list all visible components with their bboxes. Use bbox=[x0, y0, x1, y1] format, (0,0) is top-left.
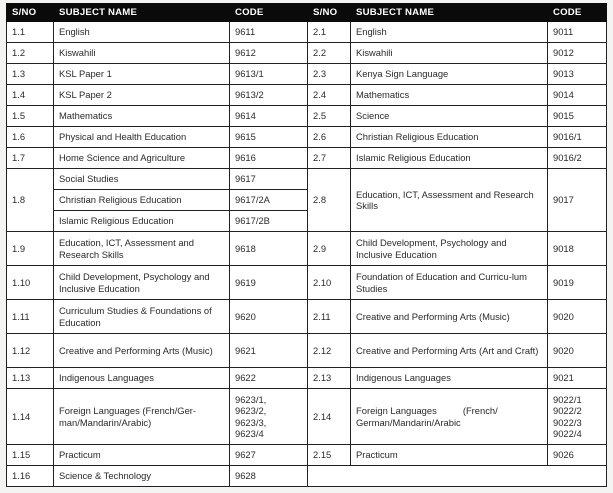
subject-cell: Indigenous Languages bbox=[54, 368, 230, 389]
subject-cell: English bbox=[351, 22, 548, 43]
code-cell bbox=[548, 389, 607, 445]
sno-cell: 2.14 bbox=[308, 389, 351, 445]
sno-cell: 2.7 bbox=[308, 148, 351, 169]
code-cell: 9617/2B bbox=[230, 211, 308, 232]
table-row bbox=[7, 368, 607, 389]
sno-cell: 1.1 bbox=[7, 22, 54, 43]
table-row bbox=[7, 300, 607, 334]
subject-cell: Mathematics bbox=[54, 106, 230, 127]
code-cell: 9617 bbox=[230, 169, 308, 190]
subject-cell: Social Studies bbox=[54, 169, 230, 190]
sno-cell: 2.1 bbox=[308, 22, 351, 43]
subject-cell: Home Science and Agriculture bbox=[54, 148, 230, 169]
sno-cell: 1.10 bbox=[7, 266, 54, 300]
sno-cell: 1.11 bbox=[7, 300, 54, 334]
code-cell: 9020 bbox=[548, 334, 607, 368]
sno-cell: 1.16 bbox=[7, 466, 54, 487]
subject-cell: Islamic Religious Education bbox=[54, 211, 230, 232]
sno-cell: 1.7 bbox=[7, 148, 54, 169]
subject-cell: Education, ICT, Assessment and Research Skills bbox=[351, 169, 548, 232]
subject-cell: Kenya Sign Language bbox=[351, 64, 548, 85]
subject-cell: Kiswahili bbox=[54, 43, 230, 64]
sno-cell: 1.3 bbox=[7, 64, 54, 85]
code-cell: 9016/2 bbox=[548, 148, 607, 169]
code-cell: 9613/2 bbox=[230, 85, 308, 106]
subject-cell: Science bbox=[351, 106, 548, 127]
subject-cell: Child Development, Psychology and Inclusive Education bbox=[54, 266, 230, 300]
table-row bbox=[7, 445, 607, 466]
code-cell: 9617/2A bbox=[230, 190, 308, 211]
header-subject-right: SUBJECT NAME bbox=[351, 4, 548, 22]
sno-cell: 1.15 bbox=[7, 445, 54, 466]
table-row bbox=[7, 466, 607, 487]
sno-cell: 1.8 bbox=[7, 169, 54, 232]
header-row bbox=[7, 4, 607, 22]
subject-cell: Creative and Performing Arts (Music) bbox=[351, 300, 548, 334]
sno-cell: 2.12 bbox=[308, 334, 351, 368]
subject-cell: Practicum bbox=[351, 445, 548, 466]
code-line: 9623/1, bbox=[235, 393, 267, 405]
code-cell: 9013 bbox=[548, 64, 607, 85]
sno-cell: 2.10 bbox=[308, 266, 351, 300]
subject-cell: Kiswahili bbox=[351, 43, 548, 64]
code-cell: 9612 bbox=[230, 43, 308, 64]
subject-cell: Curriculum Studies & Foundations of Education bbox=[54, 300, 230, 334]
sno-cell: 1.13 bbox=[7, 368, 54, 389]
sno-cell: 2.11 bbox=[308, 300, 351, 334]
code-cell: 9019 bbox=[548, 266, 607, 300]
code-cell: 9614 bbox=[230, 106, 308, 127]
sno-cell: 2.6 bbox=[308, 127, 351, 148]
code-line: 9022/2 bbox=[553, 405, 582, 416]
table-row bbox=[7, 169, 607, 190]
sno-cell: 2.8 bbox=[308, 169, 351, 232]
header-sno-left: S/NO bbox=[7, 4, 54, 22]
code-line: 9623/3, bbox=[235, 416, 267, 428]
code-cell bbox=[230, 389, 308, 445]
code-cell: 9012 bbox=[548, 43, 607, 64]
sno-cell: 1.6 bbox=[7, 127, 54, 148]
code-cell: 9021 bbox=[548, 368, 607, 389]
table-row bbox=[7, 22, 607, 43]
table-row bbox=[7, 85, 607, 106]
subject-cell: Christian Religious Education bbox=[351, 127, 548, 148]
sno-cell: 2.15 bbox=[308, 445, 351, 466]
code-line: 9022/3 bbox=[553, 416, 582, 428]
code-line: 9623/4 bbox=[235, 428, 264, 439]
subject-cell: Islamic Religious Education bbox=[351, 148, 548, 169]
table-row bbox=[7, 148, 607, 169]
code-cell: 9622 bbox=[230, 368, 308, 389]
subject-cell: KSL Paper 1 bbox=[54, 64, 230, 85]
subject-cell: Physical and Health Education bbox=[54, 127, 230, 148]
code-cell: 9026 bbox=[548, 445, 607, 466]
code-cell: 9018 bbox=[548, 232, 607, 266]
subject-cell: Education, ICT, Assessment and Research Skills bbox=[54, 232, 230, 266]
code-cell: 9016/1 bbox=[548, 127, 607, 148]
sno-cell: 2.9 bbox=[308, 232, 351, 266]
sno-cell: 2.3 bbox=[308, 64, 351, 85]
code-cell: 9017 bbox=[548, 169, 607, 232]
sno-cell: 2.2 bbox=[308, 43, 351, 64]
table-row bbox=[7, 266, 607, 300]
subject-cell: Practicum bbox=[54, 445, 230, 466]
sno-cell: 2.13 bbox=[308, 368, 351, 389]
sno-cell: 2.4 bbox=[308, 85, 351, 106]
subject-cell: Foreign Languages (French/ German/Mandarin/Arabic bbox=[351, 389, 548, 445]
header-sno-right: S/NO bbox=[308, 4, 351, 22]
sno-cell: 2.5 bbox=[308, 106, 351, 127]
header-code-left: CODE bbox=[230, 4, 308, 22]
empty-cell bbox=[308, 466, 607, 487]
code-cell: 9014 bbox=[548, 85, 607, 106]
code-cell: 9011 bbox=[548, 22, 607, 43]
code-cell: 9628 bbox=[230, 466, 308, 487]
code-line: 9623/2, bbox=[235, 405, 267, 416]
header-code-right: CODE bbox=[548, 4, 607, 22]
code-cell: 9615 bbox=[230, 127, 308, 148]
table-row bbox=[7, 127, 607, 148]
table-row bbox=[7, 389, 607, 445]
subjects-table bbox=[6, 3, 607, 487]
subject-cell: Creative and Performing Arts (Art and Craft) bbox=[351, 334, 548, 368]
table-row bbox=[7, 43, 607, 64]
code-cell: 9020 bbox=[548, 300, 607, 334]
code-cell: 9620 bbox=[230, 300, 308, 334]
table-row bbox=[7, 106, 607, 127]
table-row bbox=[7, 64, 607, 85]
header-subject-left: SUBJECT NAME bbox=[54, 4, 230, 22]
sno-cell: 1.9 bbox=[7, 232, 54, 266]
code-line: 9022/1 bbox=[553, 393, 582, 405]
sno-cell: 1.5 bbox=[7, 106, 54, 127]
subject-cell: Mathematics bbox=[351, 85, 548, 106]
sno-cell: 1.2 bbox=[7, 43, 54, 64]
sno-cell: 1.12 bbox=[7, 334, 54, 368]
table-row bbox=[7, 232, 607, 266]
sno-cell: 1.4 bbox=[7, 85, 54, 106]
code-cell: 9627 bbox=[230, 445, 308, 466]
subject-cell: Child Development, Psychology and Inclusive Education bbox=[351, 232, 548, 266]
code-cell: 9616 bbox=[230, 148, 308, 169]
sno-cell: 1.14 bbox=[7, 389, 54, 445]
code-cell: 9619 bbox=[230, 266, 308, 300]
subject-cell: Christian Religious Education bbox=[54, 190, 230, 211]
subject-cell: Creative and Performing Arts (Music) bbox=[54, 334, 230, 368]
subject-cell: Foreign Languages (French/Ger-man/Mandarin/Arabic) bbox=[54, 389, 230, 445]
code-cell: 9015 bbox=[548, 106, 607, 127]
table-row bbox=[7, 334, 607, 368]
subject-cell: Science & Technology bbox=[54, 466, 230, 487]
code-cell: 9618 bbox=[230, 232, 308, 266]
subject-cell: Foundation of Education and Curricu-lum Studies bbox=[351, 266, 548, 300]
subject-cell: KSL Paper 2 bbox=[54, 85, 230, 106]
subject-cell: English bbox=[54, 22, 230, 43]
code-cell: 9621 bbox=[230, 334, 308, 368]
subject-cell: Indigenous Languages bbox=[351, 368, 548, 389]
code-cell: 9613/1 bbox=[230, 64, 308, 85]
code-cell: 9611 bbox=[230, 22, 308, 43]
code-line: 9022/4 bbox=[553, 428, 582, 439]
